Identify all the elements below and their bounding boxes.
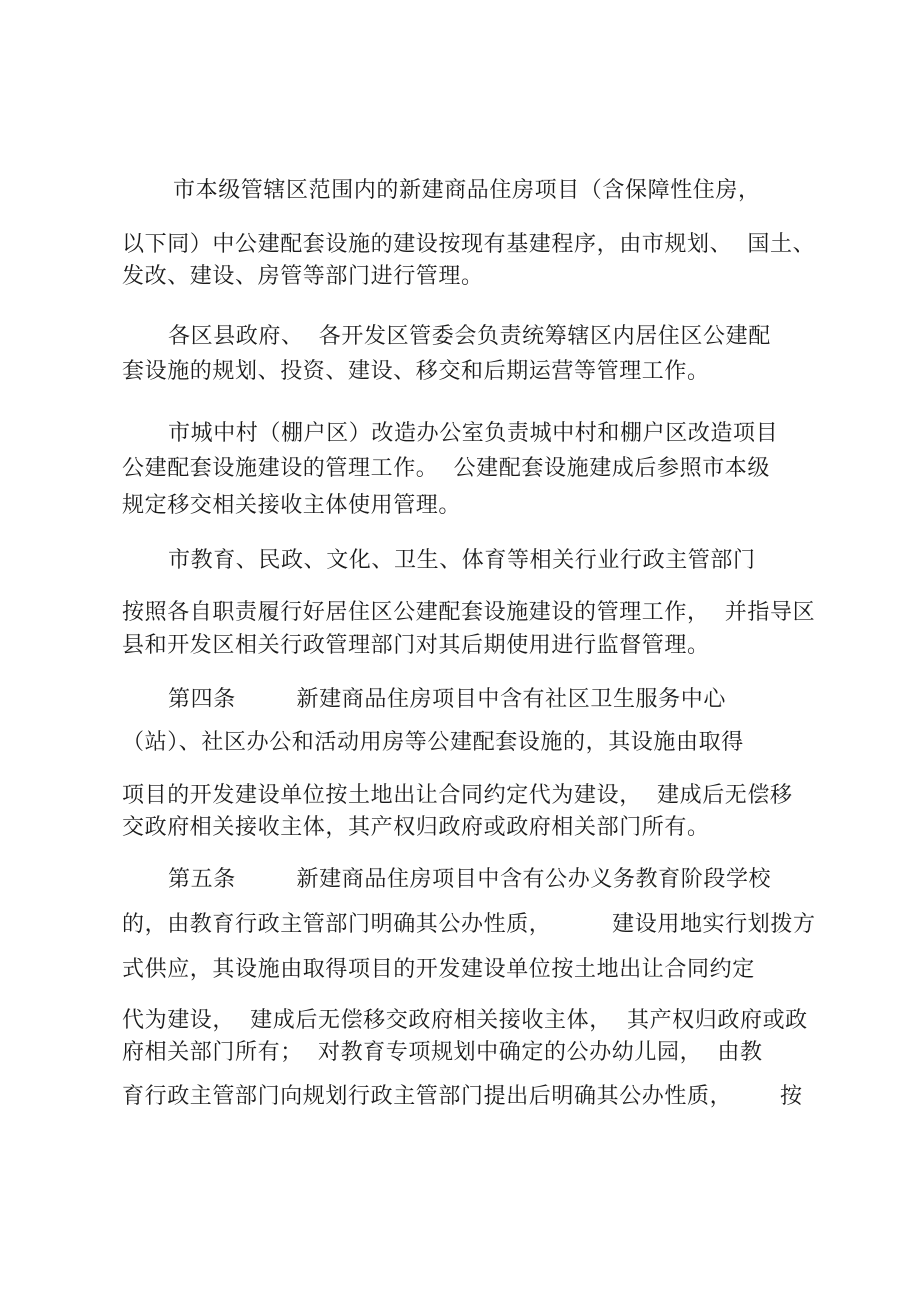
text-line: 公建配套设施建设的管理工作。 公建配套设施建成后参照市本级	[122, 456, 770, 481]
text-line: 以下同）中公建配套设施的建设按现有基建程序，由市规划、 国土、	[122, 232, 816, 257]
text-line: 府相关部门所有； 对教育专项规划中确定的公办幼儿园， 由教	[122, 1040, 763, 1065]
article-heading-line: 第五条 新建商品住房项目中含有公办义务教育阶段学校	[168, 867, 772, 892]
text-line: 市城中村（棚户区）改造办公室负责城中村和棚户区改造项目	[168, 421, 779, 446]
text-line: 市本级管辖区范围内的新建商品住房项目（含保障性住房，	[173, 178, 761, 203]
text-line: 市教育、民政、文化、卫生、体育等相关行业行政主管部门	[168, 548, 756, 573]
text-line: （站）、社区办公和活动用房等公建配套设施的，其设施由取得	[122, 730, 744, 755]
text-line: 的，由教育行政主管部门明确其公办性质， 建设用地实行划拨方	[122, 912, 816, 937]
text-line: 发改、建设、房管等部门进行管理。	[122, 264, 484, 289]
text-line: 式供应，其设施由取得项目的开发建设单位按土地出让合同约定	[122, 957, 755, 982]
text-line: 代为建设， 建成后无偿移交政府相关接收主体， 其产权归政府或政	[122, 1008, 808, 1033]
text-line: 项目的开发建设单位按土地出让合同约定代为建设， 建成后无偿移	[122, 783, 793, 808]
text-line: 规定移交相关接收主体使用管理。	[122, 493, 462, 518]
text-line: 套设施的规划、投资、建设、移交和后期运营等管理工作。	[122, 359, 710, 384]
article-heading-line: 第四条 新建商品住房项目中含有社区卫生服务中心	[168, 687, 726, 712]
text-line: 育行政主管部门向规划行政主管部门提出后明确其公办性质，	[122, 1084, 733, 1109]
text-line: 按照各自职责履行好居住区公建配套设施建设的管理工作， 并指导区	[122, 600, 816, 625]
text-line-fragment: 按	[780, 1084, 803, 1109]
text-line: 各区县政府、 各开发区管委会负责统筹辖区内居住区公建配	[168, 324, 771, 349]
text-line: 交政府相关接收主体，其产权归政府或政府相关部门所有。	[122, 815, 710, 840]
text-line: 县和开发区相关行政管理部门对其后期使用进行监督管理。	[122, 633, 710, 658]
